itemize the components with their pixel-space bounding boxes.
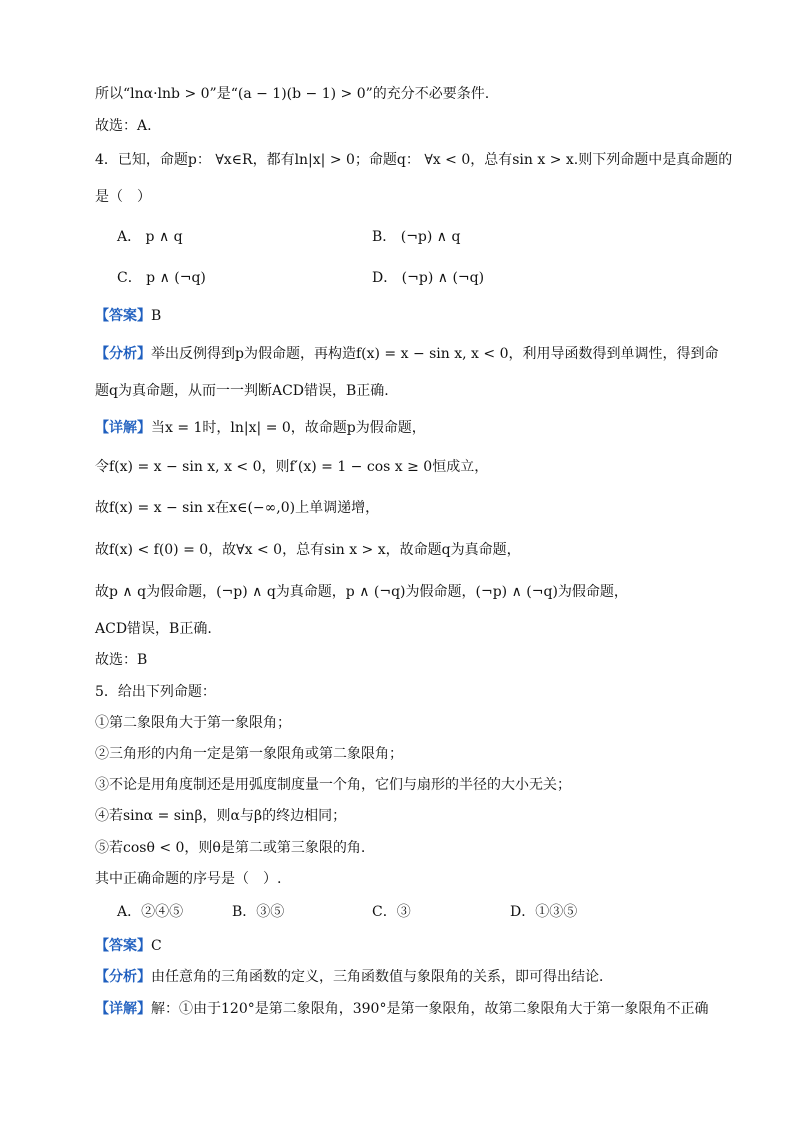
statement-1: ①第二象限角大于第一象限角； bbox=[95, 715, 291, 731]
question-5-ask: 其中正确命题的序号是（ ）. bbox=[95, 871, 282, 887]
question-4: 4．已知，命题p： ∀x∈R，都有ln|x| > 0；命题q： ∀x < 0，总有sin x > x.则下列命题中是真命题的 bbox=[95, 152, 733, 168]
answer-tag: 【答案】 bbox=[95, 938, 151, 954]
analysis-line bbox=[95, 967, 613, 987]
detail-line bbox=[95, 999, 708, 1019]
detail-text: 当x = 1时，ln|x| = 0，故命题p为假命题， bbox=[151, 420, 426, 436]
detail-tag: 【详解】 bbox=[95, 420, 151, 436]
statement-5: ⑤若cosθ < 0，则θ是第二或第三象限的角. bbox=[95, 840, 366, 856]
answer-tag: 【答案】 bbox=[95, 308, 151, 324]
option-c: C． p ∧ (¬q) bbox=[117, 270, 206, 286]
option-b: B．③⑤ bbox=[232, 904, 285, 920]
analysis-text: 由任意角的三角函数的定义，三角函数值与象限角的关系，即可得出结论． bbox=[151, 969, 613, 985]
option-b: B． (¬p) ∧ q bbox=[372, 229, 461, 245]
statement-4: ④若sinα = sinβ，则α与β的终边相同； bbox=[95, 808, 347, 824]
option-a: A．②④⑤ bbox=[117, 904, 184, 920]
statement-2: ②三角形的内角一定是第一象限角或第二象限角； bbox=[95, 746, 403, 762]
option-a: A． p ∧ q bbox=[117, 229, 183, 245]
detail-cont: ACD错误，B正确. bbox=[95, 621, 212, 637]
question-4-cont: 是（ ） bbox=[95, 189, 151, 205]
answer-line bbox=[95, 936, 162, 956]
detail-cont: 故p ∧ q为假命题，(¬p) ∧ q为真命题，p ∧ (¬q)为假命题，(¬p) ∧ (¬q)为假命题， bbox=[95, 584, 628, 600]
option-c: C．③ bbox=[372, 904, 411, 920]
answer-value: B bbox=[151, 308, 162, 324]
detail-line bbox=[95, 418, 426, 438]
text-line: 故选：A. bbox=[95, 118, 152, 134]
text-line: 所以“lnα·lnb > 0”是“(a − 1)(b − 1) > 0”的充分不必要条件. bbox=[95, 86, 490, 102]
answer-value: C bbox=[151, 938, 162, 954]
detail-text: 解：①由于120°是第二象限角，390°是第一象限角，故第二象限角大于第一象限角不正确 bbox=[151, 1001, 709, 1017]
statement-3: ③不论是用角度制还是用弧度制度量一个角，它们与扇形的半径的大小无关； bbox=[95, 777, 571, 793]
question-5: 5．给出下列命题： bbox=[95, 684, 216, 700]
detail-cont: 故选：B bbox=[95, 652, 148, 668]
analysis-line bbox=[95, 344, 718, 364]
detail-cont: 令f(x) = x − sin x, x < 0，则f′(x) = 1 − cos x ≥ 0恒成立， bbox=[95, 459, 489, 475]
analysis-tag: 【分析】 bbox=[95, 346, 151, 362]
analysis-cont: 题q为真命题，从而一一判断ACD错误，B正确. bbox=[95, 383, 389, 399]
analysis-tag: 【分析】 bbox=[95, 969, 151, 985]
answer-line bbox=[95, 306, 161, 326]
option-d: D．①③⑤ bbox=[510, 904, 578, 920]
detail-tag: 【详解】 bbox=[95, 1001, 151, 1017]
analysis-text: 举出反例得到p为假命题，再构造f(x) = x − sin x, x < 0，利用导函数得到单调性，得到命 bbox=[151, 346, 719, 362]
detail-cont: 故f(x) < f(0) = 0，故∀x < 0，总有sin x > x，故命题q为真命题， bbox=[95, 542, 521, 558]
detail-cont: 故f(x) = x − sin x在x∈(−∞,0)上单调递增， bbox=[95, 500, 380, 516]
option-d: D． (¬p) ∧ (¬q) bbox=[372, 270, 485, 286]
